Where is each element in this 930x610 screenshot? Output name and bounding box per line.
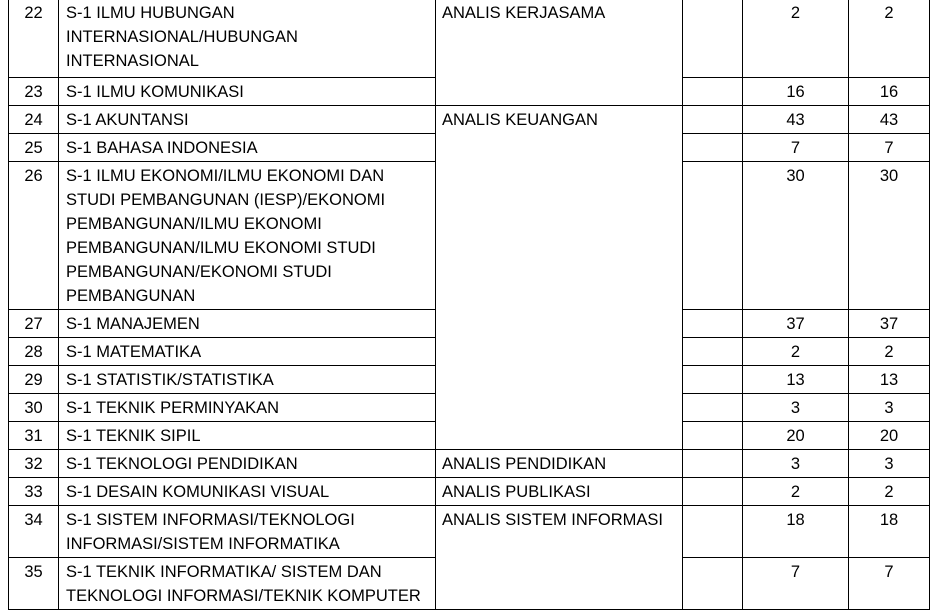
study-program: S-1 AKUNTANSI [59,106,436,134]
row-number: 35 [9,558,59,610]
total-cell: 37 [849,310,930,338]
study-program: S-1 TEKNIK SIPIL [59,422,436,450]
position-name: ANALIS PENDIDIKAN [436,450,683,478]
empty-cell [683,422,743,450]
quota-cell: 2 [743,478,849,506]
quota-cell: 37 [743,310,849,338]
quota-cell: 2 [743,338,849,366]
quota-cell: 7 [743,558,849,610]
quota-cell: 43 [743,106,849,134]
quota-cell: 13 [743,366,849,394]
position-name: ANALIS KEUANGAN [436,106,683,450]
quota-cell: 3 [743,394,849,422]
row-number: 30 [9,394,59,422]
row-number: 26 [9,162,59,310]
total-cell: 18 [849,506,930,558]
quota-cell: 2 [743,0,849,78]
row-number: 29 [9,366,59,394]
total-cell: 2 [849,0,930,78]
row-number: 32 [9,450,59,478]
quota-cell: 20 [743,422,849,450]
empty-cell [683,162,743,310]
position-name: ANALIS SISTEM INFORMASI [436,506,683,610]
total-cell: 16 [849,78,930,106]
study-program: S-1 MATEMATIKA [59,338,436,366]
formation-table [8,0,930,610]
quota-cell: 7 [743,134,849,162]
total-cell: 13 [849,366,930,394]
empty-cell [683,0,743,78]
study-program: S-1 STATISTIK/STATISTIKA [59,366,436,394]
row-number: 31 [9,422,59,450]
quota-cell: 18 [743,506,849,558]
row-number: 27 [9,310,59,338]
row-number: 25 [9,134,59,162]
empty-cell [683,106,743,134]
empty-cell [683,478,743,506]
total-cell: 2 [849,478,930,506]
table-row [9,0,930,78]
empty-cell [683,506,743,558]
study-program: S-1 ILMU KOMUNIKASI [59,78,436,106]
study-program: S-1 ILMU HUBUNGAN INTERNASIONAL/HUBUNGAN INTERNASIONAL [59,0,436,78]
study-program: S-1 TEKNIK INFORMATIKA/ SISTEM DAN TEKNOLOGI INFORMASI/TEKNIK KOMPUTER [59,558,436,610]
row-number: 28 [9,338,59,366]
study-program: S-1 TEKNIK PERMINYAKAN [59,394,436,422]
row-number: 23 [9,78,59,106]
total-cell: 30 [849,162,930,310]
study-program: S-1 MANAJEMEN [59,310,436,338]
empty-cell [683,450,743,478]
empty-cell [683,558,743,610]
quota-cell: 16 [743,78,849,106]
empty-cell [683,310,743,338]
empty-cell [683,366,743,394]
quota-cell: 30 [743,162,849,310]
total-cell: 20 [849,422,930,450]
row-number: 33 [9,478,59,506]
total-cell: 43 [849,106,930,134]
row-number: 24 [9,106,59,134]
row-number: 34 [9,506,59,558]
position-name: ANALIS PUBLIKASI [436,478,683,506]
total-cell: 7 [849,134,930,162]
total-cell: 7 [849,558,930,610]
empty-cell [683,134,743,162]
study-program: S-1 TEKNOLOGI PENDIDIKAN [59,450,436,478]
table-row [9,478,930,506]
study-program: S-1 DESAIN KOMUNIKASI VISUAL [59,478,436,506]
study-program: S-1 SISTEM INFORMASI/TEKNOLOGI INFORMASI/SISTEM INFORMATIKA [59,506,436,558]
empty-cell [683,338,743,366]
table-row [9,450,930,478]
study-program: S-1 BAHASA INDONESIA [59,134,436,162]
study-program: S-1 ILMU EKONOMI/ILMU EKONOMI DAN STUDI PEMBANGUNAN (IESP)/EKONOMI PEMBANGUNAN/ILMU EKONOMI PEMBANGUNAN/ILMU EKONOMI STUDI PEMBANGUNAN/EKONOMI STUDI PEMBANGUNAN [59,162,436,310]
table-row [9,106,930,134]
total-cell: 3 [849,450,930,478]
position-name: ANALIS KERJASAMA [436,0,683,106]
quota-cell: 3 [743,450,849,478]
table-row [9,506,930,558]
empty-cell [683,78,743,106]
empty-cell [683,394,743,422]
total-cell: 3 [849,394,930,422]
row-number: 22 [9,0,59,78]
total-cell: 2 [849,338,930,366]
